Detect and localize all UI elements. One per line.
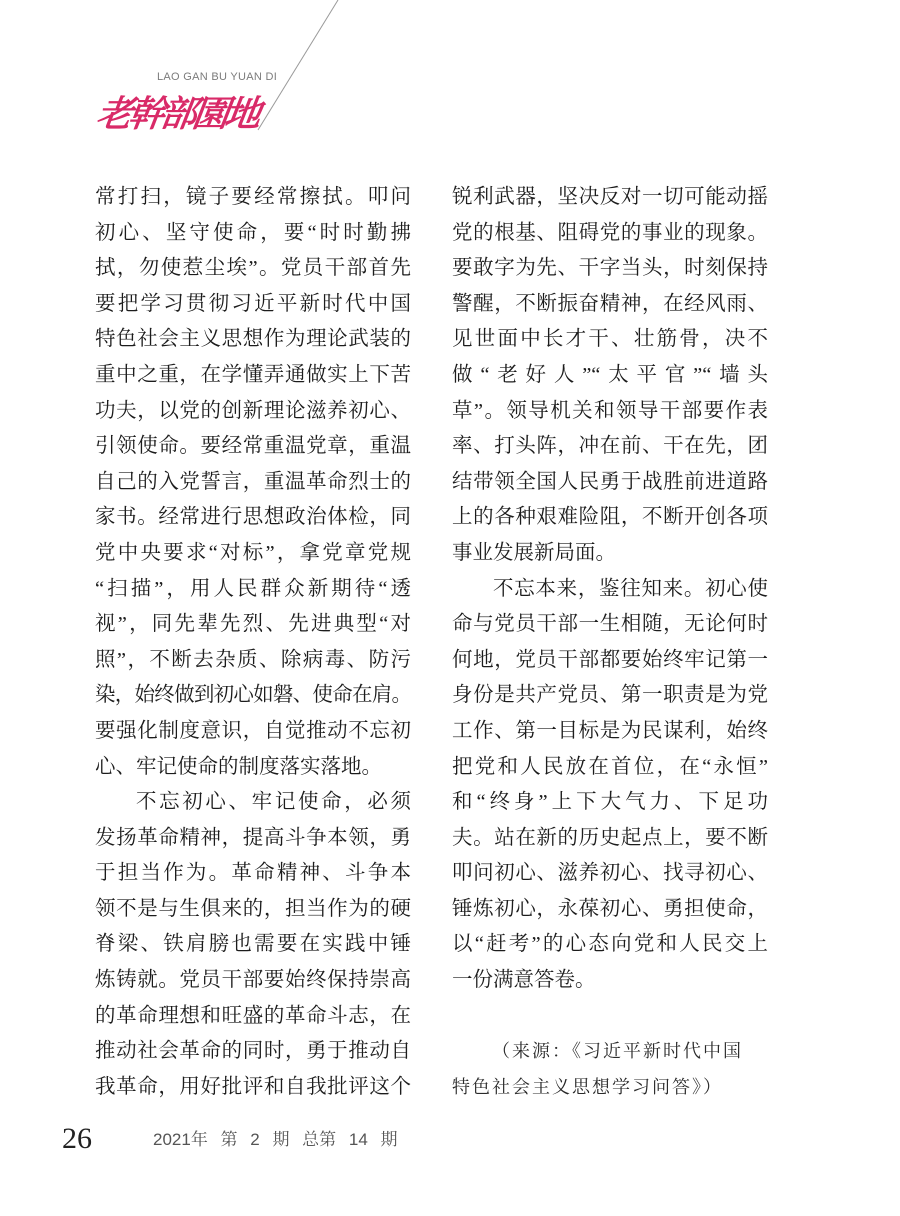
article-line: 以“赶考”的心态向党和人民交上 bbox=[452, 933, 768, 956]
article-line: 夫。站在新的历史起点上，要不断 bbox=[452, 826, 768, 849]
article-line: 要强化制度意识，自觉推动不忘初 bbox=[95, 719, 411, 742]
article-line: 把党和人民放在首位，在“永恒” bbox=[452, 755, 768, 778]
article-line: “扫描”，用人民群众新期待“透 bbox=[95, 577, 411, 600]
article-line: 的革命理想和旺盛的革命斗志，在 bbox=[95, 1004, 411, 1027]
article-line: 染，始终做到初心如磐、使命在肩。 bbox=[95, 684, 411, 707]
article-line: 叩问初心、滋养初心、找寻初心、 bbox=[452, 862, 768, 885]
source-citation-line: （来源：《习近平新时代中国 bbox=[492, 1041, 743, 1062]
article-line: 见世面中长才干、壮筋骨，决不 bbox=[452, 328, 768, 351]
article-line: 于担当作为。革命精神、斗争本 bbox=[95, 862, 411, 885]
article-line: 自己的入党誓言，重温革命烈士的 bbox=[95, 470, 411, 493]
article-line: 发扬革命精神，提高斗争本领，勇 bbox=[95, 826, 411, 849]
article-line: 常打扫，镜子要经常擦拭。叩问 bbox=[95, 186, 411, 208]
article-line: 党中央要求“对标”，拿党章党规 bbox=[95, 541, 411, 564]
article-line: 功夫，以党的创新理论滋养初心、 bbox=[95, 399, 411, 422]
article-line: 家书。经常进行思想政治体检，同 bbox=[95, 506, 411, 529]
article-line: 结带领全国人民勇于战胜前进道路 bbox=[452, 470, 768, 493]
source-citation-line: 特色社会主义思想学习问答》） bbox=[452, 1076, 723, 1097]
section-title-logo: 老幹部園地 bbox=[94, 94, 260, 134]
article-line: 身份是共产党员、第一职责是为党 bbox=[452, 684, 768, 707]
right-column bbox=[452, 180, 768, 1105]
article-line: 率、打头阵，冲在前、干在先，团 bbox=[452, 435, 768, 458]
article-line: 重中之重，在学懂弄通做实上下苦 bbox=[95, 363, 411, 386]
article-line: 引领使命。要经常重温党章，重温 bbox=[95, 435, 411, 458]
article-line: 特色社会主义思想作为理论武装的 bbox=[95, 328, 411, 351]
article-line: 命与党员干部一生相随，无论何时 bbox=[452, 613, 768, 636]
header-divider-line bbox=[258, 0, 338, 130]
issue-info: 2021年 第 2 期 总第 14 期 bbox=[153, 1130, 398, 1149]
article-line: 初心、坚守使命，要“时时勤拂 bbox=[95, 221, 411, 244]
article-line: 推动社会革命的同时，勇于推动自 bbox=[95, 1040, 411, 1063]
article-line: 不忘初心、牢记使命，必须 bbox=[136, 791, 411, 814]
article-line: 锐利武器，坚决反对一切可能动摇 bbox=[452, 186, 768, 208]
article-line: 要把学习贯彻习近平新时代中国 bbox=[95, 292, 411, 315]
article-line: 炼铸就。党员干部要始终保持崇高 bbox=[95, 969, 411, 992]
article-line: 警醒，不断振奋精神，在经风雨、 bbox=[452, 292, 768, 315]
article-line: 要敢字为先、干字当头，时刻保持 bbox=[452, 257, 768, 280]
article-line: 工作、第一目标是为民谋利，始终 bbox=[452, 719, 768, 742]
article-line: 照”，不断去杂质、除病毒、防污 bbox=[95, 648, 411, 671]
article-line: 一份满意答卷。 bbox=[452, 969, 596, 992]
paragraph-spacer bbox=[452, 999, 768, 1035]
article-line: 何地，党员干部都要始终牢记第一 bbox=[452, 648, 768, 671]
article-line: 事业发展新局面。 bbox=[452, 541, 616, 564]
section-pinyin: LAO GAN BU YUAN DI bbox=[157, 71, 278, 83]
article-line: 上的各种艰难险阻，不断开创各项 bbox=[452, 506, 768, 529]
left-column bbox=[95, 180, 411, 1105]
article-line: 拭，勿使惹尘埃”。党员干部首先 bbox=[95, 257, 411, 280]
article-line: 我革命，用好批评和自我批评这个 bbox=[95, 1075, 411, 1098]
article-line: 和“终身”上下大气力、下足功 bbox=[452, 791, 768, 814]
source-citation bbox=[452, 1034, 768, 1105]
article-line: 脊梁、铁肩膀也需要在实践中锤 bbox=[95, 933, 411, 956]
page-number: 26 bbox=[62, 1122, 92, 1155]
article-line: 草”。领导机关和领导干部要作表 bbox=[452, 399, 768, 422]
article-line: 视”，同先辈先烈、先进典型“对 bbox=[95, 613, 411, 636]
article-line: 心、牢记使命的制度落实落地。 bbox=[95, 755, 382, 778]
article-line: 党的根基、阻碍党的事业的现象。 bbox=[452, 221, 768, 244]
article-line: 领不是与生俱来的，担当作为的硬 bbox=[95, 897, 411, 920]
article-line: 锤炼初心，永葆初心、勇担使命， bbox=[452, 897, 768, 920]
article-line: 做“老好人”“太平官”“墙头 bbox=[452, 363, 768, 386]
article-line: 不忘本来，鉴往知来。初心使 bbox=[493, 577, 768, 600]
